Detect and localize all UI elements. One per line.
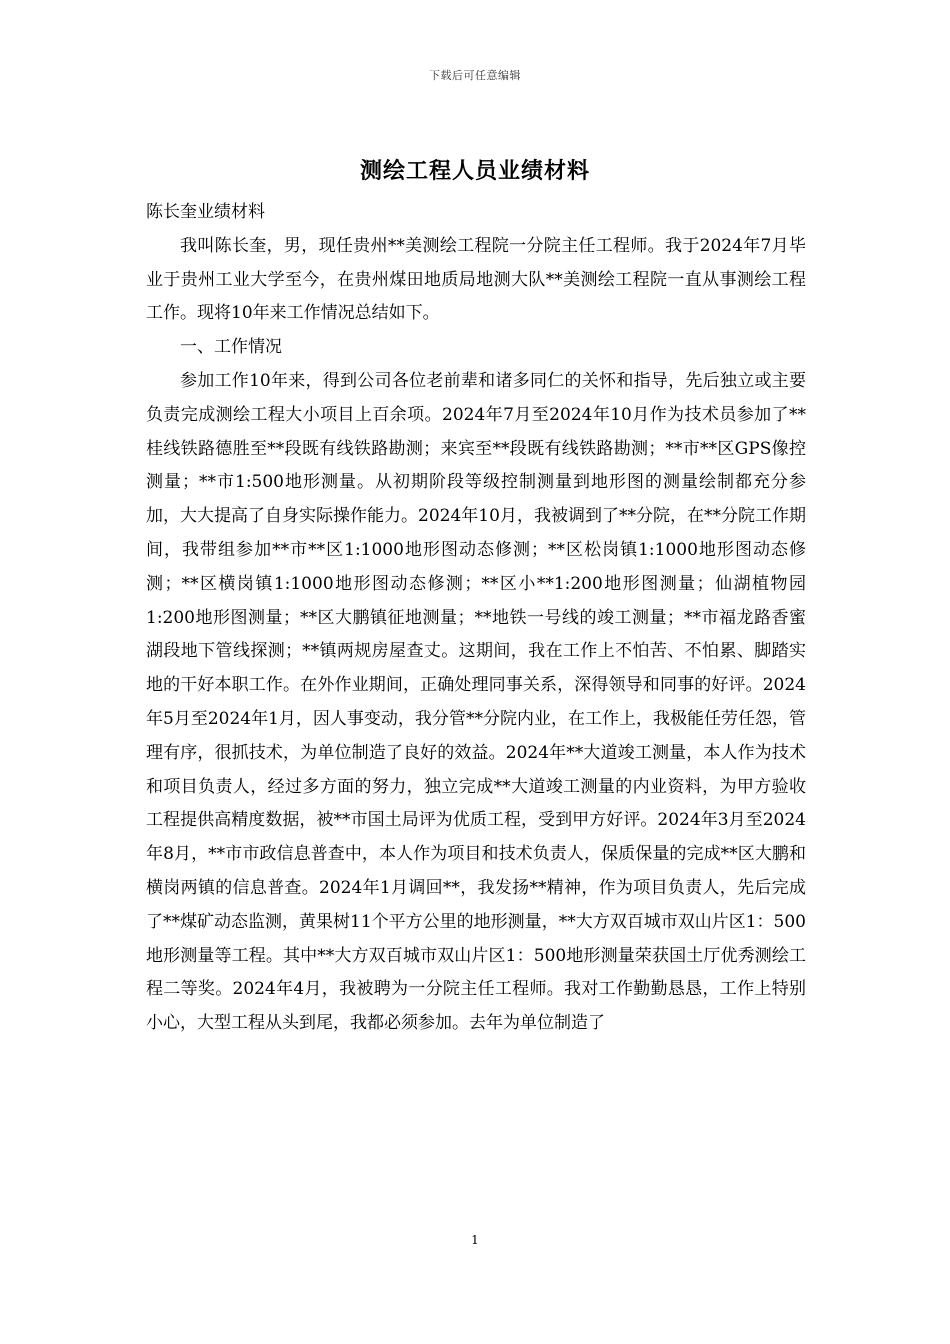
intro-paragraph: 我叫陈长奎，男，现任贵州**美测绘工程院一分院主任工程师。我于2024年7月毕业于贵州工业大学至今，在贵州煤田地质局地测大队**美测绘工程院一直从事测绘工程工作。现将10年来工作情况总结如下。 (146, 235, 806, 324)
author-heading: 陈长奎业绩材料 (146, 202, 265, 222)
work-details-paragraph: 参加工作10年来，得到公司各位老前辈和诸多同仁的关怀和指导，先后独立或主要负责完成测绘工程大小项目上百余项。2024年7月至2024年10月作为技术员参加了**桂线铁路德胜至**段既有线铁路勘测；来宾至**段既有线铁路勘测；**市**区GPS像控测量；**市1:500地形测量。从初期阶段等级控制测量到地形图的测量绘制都充分参加，大大提高了自身实际操作能力。2024年10月，我被调到了**分院，在**分院工作期间，我带组参加**市**区1:1000地形图动态修测；**区松岗镇1:1000地形图动态修测；**区横岗镇1:1000地形图动态修测；**区小**1:200地形图测量；仙湖植物园1:200地形图测量；**区大鹏镇征地测量；**地铁一号线的竣工测量；**市福龙路香蜜湖段地下管线探测；**镇两规房屋查丈。这期间，我在工作上不怕苦、不怕累、脚踏实地的干好本职工作。在外作业期间，正确处理同事关系，深得领导和同事的好评。2024年5月至2024年1月，因人事变动，我分管**分院内业，在工作上，我极能任劳任怨，管理有序，很抓技术，为单位制造了良好的效益。2024年**大道竣工测量，本人作为技术和项目负责人，经过多方面的努力，独立完成**大道竣工测量的内业资料，为甲方验收工程提供高精度数据，被**市国土局评为优质工程，受到甲方好评。2024年3月至2024年8月，**市市政信息普查中，本人作为项目和技术负责人，保质保量的完成**区大鹏和横岗两镇的信息普查。2024年1月调回**，我发扬**精神，作为项目负责人，先后完成了**煤矿动态监测，黄果树11个平方公里的地形测量，**大方双百城市双山片区1：500地形测量等工程。其中**大方双百城市双山片区1：500地形测量荣获国土厅优秀测绘工程二等奖。2024年4月，我被聘为一分院主任工程师。我对工作勤勤恳恳，工作上特别小心，大型工程从头到尾，我都必须参加。去年为单位制造了 (146, 370, 806, 1034)
document-title: 测绘工程人员业绩材料 (359, 159, 590, 184)
page-number: 1 (471, 1233, 479, 1247)
header-note: 下载后可任意编辑 (429, 69, 521, 82)
section-heading-work: 一、工作情况 (180, 337, 282, 358)
document-body (146, 196, 806, 1041)
